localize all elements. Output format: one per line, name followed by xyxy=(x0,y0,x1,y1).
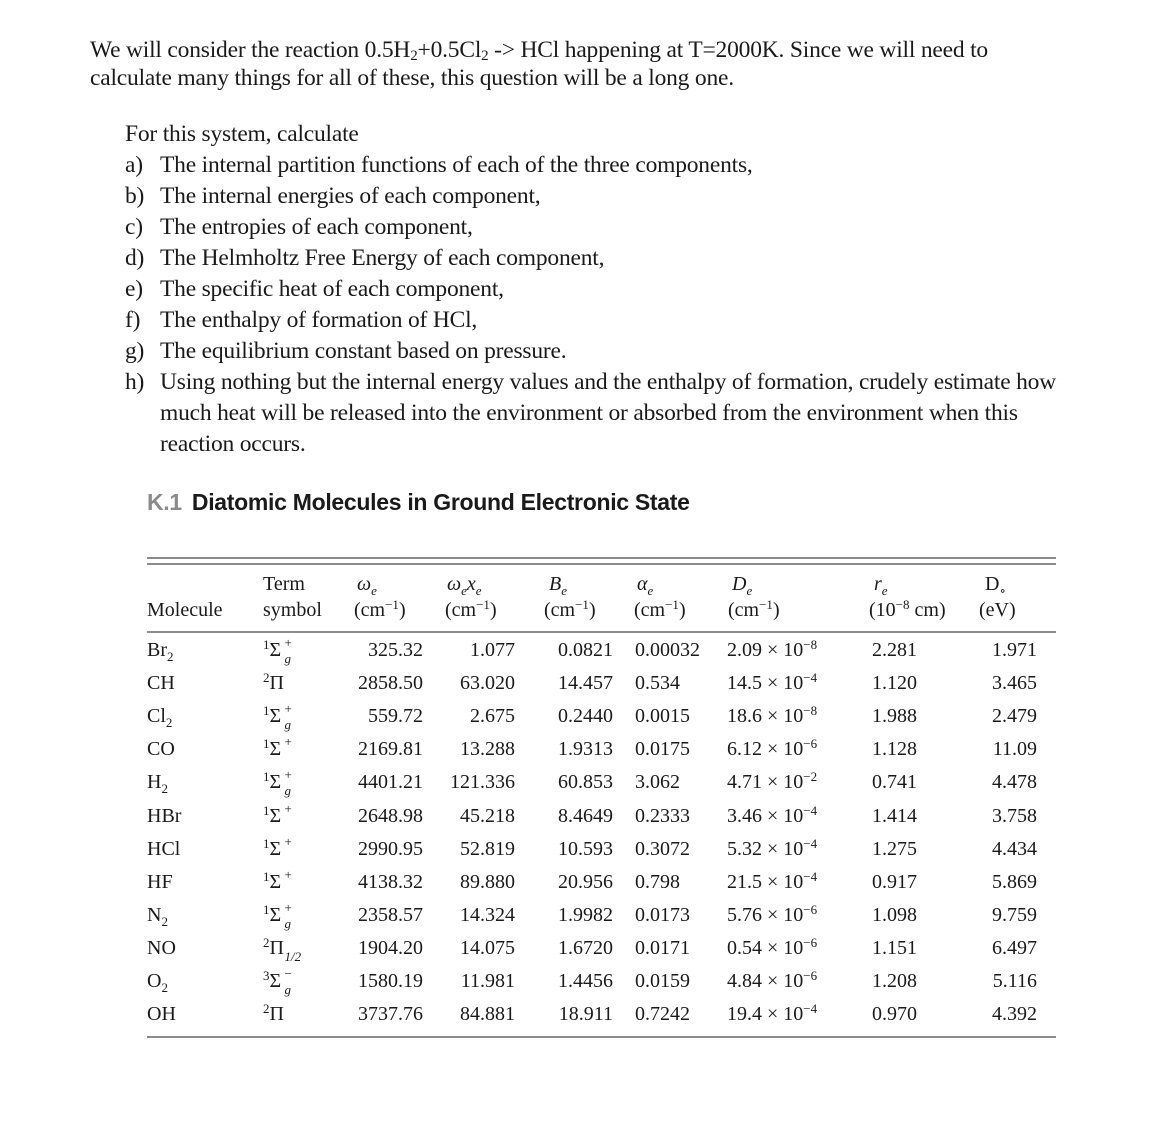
cell-de: $6.12 \times 10^{-6}$ xyxy=(727,736,818,761)
cell-d0: 3.465 xyxy=(992,672,1037,695)
cell-wexe: 84.881 xyxy=(460,1003,515,1026)
cell-we: 1904.20 xyxy=(358,936,423,959)
cell-d0: 4.478 xyxy=(992,771,1037,794)
cell-de: $2.09 \times 10^{-8}$ xyxy=(727,637,818,661)
cell-wexe: 2.675 xyxy=(470,705,515,728)
cell-wexe: 14.075 xyxy=(460,936,515,959)
header-d0-unit: (eV) xyxy=(979,599,1016,621)
cell-we: 2169.81 xyxy=(358,738,423,761)
cell-re: 1.151 xyxy=(872,936,917,959)
cell-re: 1.275 xyxy=(872,837,917,860)
cell-ae: 0.7242 xyxy=(635,1003,690,1026)
table-row xyxy=(147,670,1056,700)
cell-be: 60.853 xyxy=(558,771,613,794)
task-label: h) xyxy=(125,369,145,395)
task-text: The internal energies of each component, xyxy=(160,183,541,209)
cell-re: 1.128 xyxy=(872,738,917,761)
table-row xyxy=(147,703,1056,733)
cell-molecule: $N_2$ xyxy=(147,903,168,929)
cell-re: 2.281 xyxy=(872,639,917,661)
cell-term-symbol: $^1$Σ + xyxy=(263,833,292,860)
cell-term-symbol: $^1$Σ + g xyxy=(263,701,292,733)
cell-molecule: HF xyxy=(147,870,173,893)
header-be: $B_e$ xyxy=(549,573,567,598)
cell-de: $18.6 \times 10^{-8}$ xyxy=(727,703,818,728)
task-label: c) xyxy=(125,214,143,240)
task-label: b) xyxy=(125,183,145,209)
cell-be: 1.6720 xyxy=(558,936,613,959)
table-row xyxy=(147,935,1056,965)
header-re-unit: ($10^{-8}$ cm) xyxy=(869,597,946,621)
cell-ae: 0.00032 xyxy=(635,639,700,661)
task-text: The internal partition functions of each of the three components, xyxy=(160,152,753,178)
cell-we: 2648.98 xyxy=(358,804,423,827)
cell-term-symbol: $^1$Σ + xyxy=(263,734,292,761)
cell-re: 1.988 xyxy=(872,705,917,728)
cell-be: 10.593 xyxy=(558,837,613,860)
table-row xyxy=(147,899,1056,932)
cell-molecule: $O_2$ xyxy=(147,970,168,995)
cell-re: 1.098 xyxy=(872,903,917,926)
cell-term-symbol: $^2$Π 1/2 xyxy=(263,934,302,964)
cell-de: $4.84 \times 10^{-6}$ xyxy=(727,968,818,992)
cell-term-symbol: $^1$Σ + g xyxy=(263,635,292,666)
table-title-text: Diatomic Molecules in Ground Electronic State xyxy=(191,489,690,515)
header-molecule: Molecule xyxy=(147,599,223,621)
task-label: g) xyxy=(125,338,145,364)
cell-be: 1.9313 xyxy=(558,738,613,761)
table-number: K.1 xyxy=(147,489,182,515)
cell-molecule: OH xyxy=(147,1003,176,1026)
cell-re: 1.208 xyxy=(872,970,917,992)
cell-we: 4401.21 xyxy=(358,771,423,794)
header-de: $D_e$ xyxy=(732,573,753,598)
table-top-rule-2 xyxy=(147,563,1056,565)
cell-re: 0.970 xyxy=(872,1003,917,1026)
cell-d0: 11.09 xyxy=(992,738,1037,761)
task-text: The specific heat of each component, xyxy=(160,276,504,302)
cell-wexe: 14.324 xyxy=(460,903,515,926)
cell-we: 2358.57 xyxy=(358,903,423,926)
task-list xyxy=(125,119,1065,460)
task-lead: For this system, calculate xyxy=(125,121,359,147)
subscript: 2 xyxy=(481,48,489,64)
header-we-unit: $(cm^{-1})$ xyxy=(354,597,406,621)
cell-wexe: 13.288 xyxy=(460,738,515,761)
table-row xyxy=(147,1001,1056,1031)
cell-wexe: 45.218 xyxy=(460,804,515,827)
cell-d0: 2.479 xyxy=(992,705,1037,728)
table-row xyxy=(147,769,1056,799)
task-item-e xyxy=(125,274,1065,305)
cell-be: 1.9982 xyxy=(558,903,613,926)
cell-ae: 0.798 xyxy=(635,870,680,893)
task-text: The equilibrium constant based on pressure. xyxy=(160,338,567,364)
cell-de: $5.76 \times 10^{-6}$ xyxy=(727,901,818,926)
cell-de: $21.5 \times 10^{-4}$ xyxy=(727,868,818,893)
task-item-c xyxy=(125,212,1065,243)
header-wexe: $\omega_ex_e$ xyxy=(447,573,482,598)
cell-ae: 0.0171 xyxy=(635,936,690,959)
cell-molecule: CO xyxy=(147,738,175,761)
cell-de: $5.32 \times 10^{-4}$ xyxy=(727,835,818,860)
intro-text: We will consider the reaction 0.5H xyxy=(90,37,411,63)
cell-be: 18.911 xyxy=(558,1003,613,1026)
cell-be: 0.2440 xyxy=(558,705,613,728)
table-row xyxy=(147,833,1056,866)
cell-d0: 9.759 xyxy=(992,903,1037,926)
task-text: The enthalpy of formation of HCl, xyxy=(160,307,478,333)
table-row xyxy=(147,800,1056,833)
cell-re: 1.414 xyxy=(872,804,917,827)
cell-we: 3737.76 xyxy=(358,1003,423,1026)
table-row xyxy=(147,637,1056,667)
cell-term-symbol: $^3$Σ − g xyxy=(263,966,292,997)
cell-molecule: $Cl_2$ xyxy=(147,705,173,731)
cell-term-symbol: $^2$Π xyxy=(263,1001,284,1026)
cell-ae: 0.0173 xyxy=(635,903,690,926)
cell-term-symbol: $^1$Σ + xyxy=(263,866,292,893)
cell-be: 1.4456 xyxy=(558,970,613,992)
header-symbol: symbol xyxy=(263,599,322,621)
cell-we: 2990.95 xyxy=(358,837,423,860)
header-re: $r_e$ xyxy=(874,573,888,598)
cell-wexe: 63.020 xyxy=(460,672,515,695)
cell-be: 8.4649 xyxy=(558,804,613,827)
cell-we: 2858.50 xyxy=(358,672,423,695)
task-text: The entropies of each component, xyxy=(160,214,473,240)
cell-we: 559.72 xyxy=(368,705,423,728)
cell-ae: 3.062 xyxy=(635,771,680,794)
cell-molecule: HCl xyxy=(147,837,181,860)
cell-wexe: 1.077 xyxy=(470,639,515,661)
task-item-h xyxy=(125,367,1065,460)
task-label: e) xyxy=(125,276,143,302)
cell-d0: 3.758 xyxy=(992,804,1037,827)
cell-molecule: HBr xyxy=(147,804,182,827)
intro-paragraph xyxy=(90,36,1060,92)
cell-ae: 0.0015 xyxy=(635,705,690,728)
intro-text: +0.5Cl xyxy=(417,37,482,63)
cell-molecule: $H_2$ xyxy=(147,771,168,797)
cell-de: $4.71 \times 10^{-2}$ xyxy=(727,769,818,794)
task-text: Using nothing but the internal energy values and the enthalpy of formation, crudely estimate how much heat will be released into the environment or absorbed from the environment when this reaction occurs. xyxy=(160,369,1056,457)
cell-de: $3.46 \times 10^{-4}$ xyxy=(727,802,818,827)
header-ae-unit: $(cm^{-1})$ xyxy=(634,597,686,621)
cell-molecule: CH xyxy=(147,672,175,695)
cell-wexe: 89.880 xyxy=(460,870,515,893)
cell-be: 14.457 xyxy=(558,672,613,695)
cell-wexe: 52.819 xyxy=(460,837,515,860)
header-term: Term xyxy=(263,573,305,595)
cell-ae: 0.534 xyxy=(635,672,680,695)
task-item-b xyxy=(125,181,1065,212)
table-title xyxy=(147,489,690,516)
cell-we: 1580.19 xyxy=(358,970,423,992)
task-item-a xyxy=(125,150,1065,181)
task-item-d xyxy=(125,243,1065,274)
cell-re: 1.120 xyxy=(872,672,917,695)
header-d0: $D_\circ$ xyxy=(985,573,1006,598)
cell-ae: 0.3072 xyxy=(635,837,690,860)
header-we: $\omega_e$ xyxy=(357,573,377,598)
header-ae: $\alpha_e$ xyxy=(637,573,654,598)
cell-molecule: NO xyxy=(147,936,176,959)
cell-de: $0.54 \times 10^{-6}$ xyxy=(727,934,818,959)
header-bottom-rule xyxy=(147,631,1056,633)
cell-ae: 0.0175 xyxy=(635,738,690,761)
header-be-unit: $(cm^{-1})$ xyxy=(544,597,596,621)
cell-wexe: 121.336 xyxy=(450,771,515,794)
task-item-g xyxy=(125,336,1065,367)
header-de-unit: $(cm^{-1})$ xyxy=(728,597,780,621)
table-row xyxy=(147,866,1056,899)
cell-term-symbol: $^2$Π xyxy=(263,670,284,695)
cell-term-symbol: $^1$Σ + g xyxy=(263,767,292,799)
task-text: The Helmholtz Free Energy of each component, xyxy=(160,245,605,271)
cell-term-symbol: $^1$Σ + xyxy=(263,800,292,827)
cell-we: 4138.32 xyxy=(358,870,423,893)
cell-de: $14.5 \times 10^{-4}$ xyxy=(727,670,818,695)
cell-term-symbol: $^1$Σ + g xyxy=(263,899,292,931)
cell-wexe: 11.981 xyxy=(460,970,515,992)
cell-d0: 5.116 xyxy=(992,970,1037,992)
task-label: d) xyxy=(125,245,145,271)
header-wexe-unit: $(cm^{-1})$ xyxy=(445,597,497,621)
cell-re: 0.741 xyxy=(872,771,917,794)
subscript: 2 xyxy=(410,48,418,64)
cell-d0: 6.497 xyxy=(992,936,1037,959)
cell-be: 20.956 xyxy=(558,870,613,893)
task-label: f) xyxy=(125,307,141,333)
cell-d0: 4.392 xyxy=(992,1003,1037,1026)
cell-we: 325.32 xyxy=(368,639,423,661)
task-label: a) xyxy=(125,152,143,178)
cell-re: 0.917 xyxy=(872,870,917,893)
cell-d0: 1.971 xyxy=(992,639,1037,661)
intro-text: -> HCl happening at T=2000K. Since we will need to calculate many things for all of these, this question will be a long one. xyxy=(90,37,988,91)
cell-ae: 0.2333 xyxy=(635,804,690,827)
task-item-f xyxy=(125,305,1065,336)
task-items xyxy=(125,150,1065,460)
cell-be: 0.0821 xyxy=(558,639,613,661)
table-top-rule xyxy=(147,557,1056,559)
cell-d0: 4.434 xyxy=(992,837,1037,860)
cell-d0: 5.869 xyxy=(992,870,1037,893)
table-row xyxy=(147,736,1056,766)
cell-molecule: $Br_2$ xyxy=(147,639,174,664)
cell-de: $19.4 \times 10^{-4}$ xyxy=(727,1001,818,1026)
table-row xyxy=(147,968,1056,998)
cell-ae: 0.0159 xyxy=(635,970,690,992)
table-bottom-rule xyxy=(147,1036,1056,1038)
